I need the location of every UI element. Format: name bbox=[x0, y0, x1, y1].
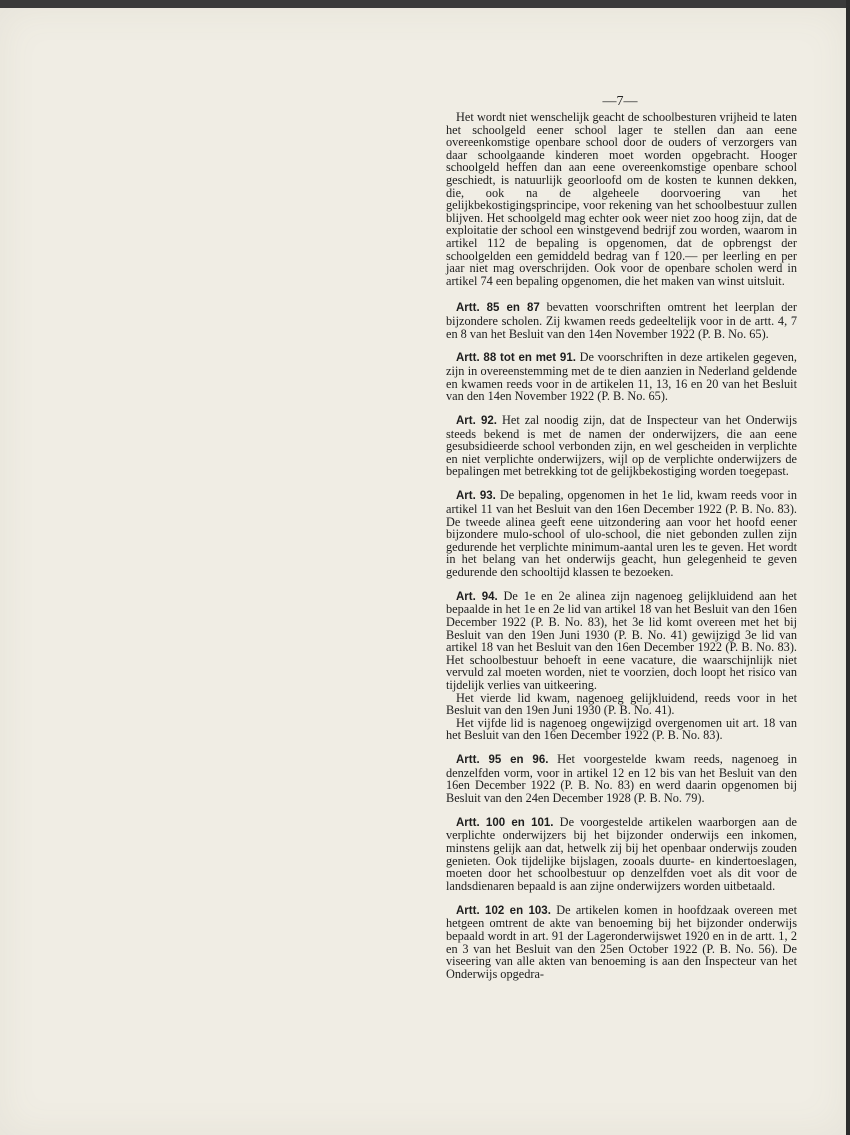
paragraph-text: De voorgestelde artikelen waarborgen aan de verplichte onderwijzers bij het bijzonder onderwijs een inkomen, minstens gelijk aan dat, hetwelk zij bij het openbaar onderwijs zouden genieten. Ook tijdelijke bijslagen, zooals duurte- en kindertoeslagen, moeten door het schoolbestuur op denzelfden voet als dit voor de landsdienaren bepaald is aan zijne onderwijzers worden uitbetaald. bbox=[446, 814, 797, 893]
paragraph-art-95-96 bbox=[446, 753, 797, 804]
paragraph-art-92 bbox=[446, 414, 797, 478]
article-heading: Artt. 102 en 103. bbox=[456, 904, 551, 917]
paragraph-text: De artikelen komen in hoofdzaak overeen met hetgeen omtrent de akte van benoeming bij het bijzonder onderwijs bepaald wordt in art. 91 der Lageronderwijswet 1920 en in de artt. 1, 2 en 3 van het Besluit van den 25en October 1922 (P. B. No. 56). De viseering van alle akten van benoeming is aan den Inspecteur van het Onderwijs opgedra- bbox=[446, 902, 797, 981]
paragraph-text: Het voorgestelde kwam reeds, nagenoeg in denzelfden vorm, voor in artikel 12 en 12 bis van het Besluit van den 16en December 1922 (P. B. No. 83) en werd daarin opgenomen bij Besluit van den 24en December 1928 (P. B. No. 79). bbox=[446, 752, 798, 805]
article-heading: Art. 93. bbox=[456, 490, 496, 503]
paragraph-art-100-101 bbox=[446, 816, 797, 893]
paragraph-art-93 bbox=[446, 489, 797, 578]
paragraph-art-102-103 bbox=[446, 904, 797, 981]
paragraph-text: De voorschriften in deze artikelen gegeven, zijn in overeenstemming met de te dien aanzien in Nederland geldende en kwamen reeds voor in de artikelen 11, 13, 16 en 20 van het Besluit van den 14en November 1922 (P. B. No. 65). bbox=[446, 350, 797, 404]
paragraph-text: bevatten voorschriften omtrent het leerplan der bijzondere scholen. Zij kwamen reeds gedeeltelijk voor in de artt. 4, 7 en 8 van het Besluit van den 14en November 1922 (P. B. No. 65). bbox=[446, 300, 797, 341]
article-heading: Artt. 85 en 87 bbox=[456, 302, 540, 315]
article-heading: Artt. 100 en 101. bbox=[456, 816, 554, 829]
paragraph-text: Het wordt niet wenschelijk geacht de schoolbesturen vrijheid te laten het schoolgeld eener school lager te stellen dan aan eene overeenkomstige openbare school door de ouders of verzorgers van daar schoolgaande kinderen moet worden opgebracht. Hooger schoolgeld heffen dan aan eene overeenkomstige openbare school geschiedt, is natuurlijk geoorloofd om de kosten te kunnen dekken, die, ook na de algeheele doorvoering van het gelijkbekostigingsprincipe, voor rekening van het schoolbestuur zullen blijven. Het schoolgeld mag echter ook weer niet zoo hoog zijn, dat de exploitatie der school een winstgevend bedrijf zou worden, waarom in artikel 112 de bepaling is opgenomen, dat de opbrengst der schoolgelden een gemiddeld bedrag van f 120.— per leerling en per jaar niet mag overschrijden. Ook voor de openbare scholen werd in artikel 74 een bepaling opgenomen, die het maken van winst uitsluit. bbox=[446, 110, 797, 288]
paragraph-text: De 1e en 2e alinea zijn nagenoeg gelijkluidend aan het bepaalde in het 1e en 2e lid van artikel 18 van het Besluit van den 16en December 1922 (P. B. No. 83), het 3e lid komt overeen met het bij Besluit van den 19en Juni 1930 (P. B. No. 41) gewijzigd 3e lid van artikel 18 van het Besluit van den 16en December 1922 (P. B. No. 83). Het schoolbestuur behoeft in eene vacature, die waarschijnlijk niet vervuld zal moeten worden, niet te voorzien, doch loopt het risico van tijdelijk verlies van uitkeering. bbox=[446, 588, 797, 692]
page-number: —7— bbox=[602, 94, 638, 109]
text-column bbox=[446, 111, 797, 992]
paragraph-art-94 bbox=[446, 590, 797, 692]
article-heading: Art. 92. bbox=[456, 415, 497, 428]
paragraph-text: Het vijfde lid is nagenoeg ongewijzigd overgenomen uit art. 18 van het Besluit van den 16en December 1922 (P. B. No. 83). bbox=[446, 715, 797, 743]
paragraph-art-88-91 bbox=[446, 351, 797, 402]
paragraph-text: Het vierde lid kwam, nagenoeg gelijkluidend, reeds voor in het Besluit van den 19en Juni 1930 (P. B. No. 41). bbox=[446, 690, 797, 718]
article-heading: Art. 94. bbox=[456, 590, 498, 603]
paragraph-text: Het zal noodig zijn, dat de Inspecteur van het Onderwijs steeds bekend is met de namen der onderwijzers, die aan eene gesubsidieerde school verbonden zijn, en wel gescheiden in verplichte en niet verplichte onderwijzers, wijl op de verplichte onderwijzers de bepalingen met betrekking tot de gelijkbekostiging worden toegepast. bbox=[446, 413, 797, 479]
paragraph-intro bbox=[446, 111, 797, 287]
scan-edge bbox=[846, 0, 850, 1135]
paragraph-art-94-lid-4 bbox=[446, 692, 797, 717]
paragraph-text: De bepaling, opgenomen in het 1e lid, kwam reeds voor in artikel 11 van het Besluit van den 16en December 1922 (P. B. No. 83). De tweede alinea geeft eene uitzondering aan voor het hoofd eener bijzondere mulo-school of ulo-school, die niet gebonden zullen zijn gedurende het verplichte minimum-aantal uren les te geven. Het wordt in het belang van het onderwijs geacht, hun gelegenheid te geven gedurende den schooltijd klassen te bezoeken. bbox=[446, 488, 797, 579]
document-page bbox=[0, 8, 846, 1135]
article-heading: Artt. 88 tot en met 91. bbox=[456, 352, 576, 365]
paragraph-art-94-lid-5 bbox=[446, 717, 797, 742]
article-heading: Artt. 95 en 96. bbox=[456, 754, 549, 767]
paragraph-art-85-87 bbox=[446, 301, 797, 340]
